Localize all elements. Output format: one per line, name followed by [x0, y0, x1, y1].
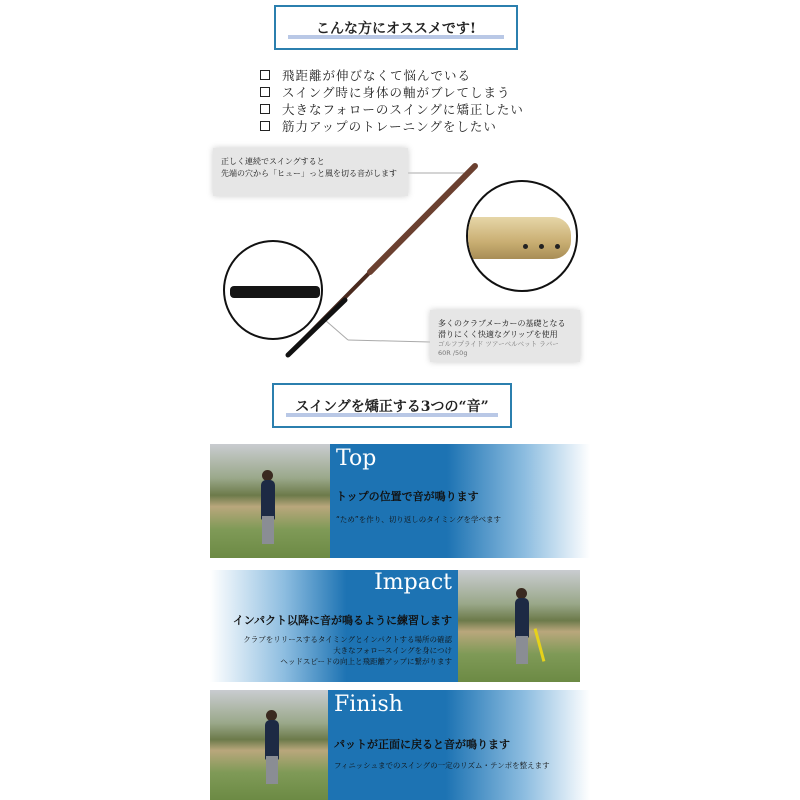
- checklist-text: スイング時に身体の軸がブレてしまう: [282, 85, 511, 100]
- checklist-item: [260, 66, 471, 84]
- section-impact: [210, 570, 580, 682]
- section-sub: “ため”を作り、切り返しのタイミングを学べます: [336, 515, 501, 524]
- section-sub: クラブをリリースするタイミングとインパクトする場所の確認: [243, 635, 452, 644]
- checklist-text: 飛距離が伸びなくて悩んでいる: [282, 68, 472, 83]
- section-title: Impact: [374, 570, 452, 595]
- tip-closeup-circle: [466, 180, 578, 292]
- callout-line: 正しく連続でスイングすると: [221, 157, 325, 166]
- impact-swing-photo: [458, 570, 580, 682]
- checklist-text: 筋力アップのトレーニングをしたい: [282, 119, 497, 134]
- checkbox-icon: [260, 104, 270, 114]
- tip-closeup-image: [466, 217, 571, 259]
- checkbox-icon: [260, 70, 270, 80]
- grip-spec: ゴルフプライド ツアーベルベット ラバー: [438, 340, 559, 348]
- section-sub: ヘッドスピードの向上と飛距離アップに繋がります: [280, 657, 452, 666]
- callout-sound: [213, 148, 408, 196]
- impact-panel: [210, 570, 458, 682]
- section-lead: パットが正面に戻ると音が鳴ります: [334, 738, 510, 751]
- checklist-item: [260, 100, 524, 118]
- recommend-heading: [274, 5, 518, 50]
- section-finish: [210, 690, 590, 800]
- section-top: [210, 444, 590, 558]
- section-lead: トップの位置で音が鳴ります: [336, 490, 479, 503]
- section-sub: 大きなフォロースイングを身につけ: [333, 646, 452, 655]
- grip-closeup-image: [230, 286, 320, 298]
- recommend-heading-text: こんな方にオススメです!: [315, 20, 476, 37]
- checkbox-icon: [260, 121, 270, 131]
- checklist-text: 大きなフォローのスイングに矯正したい: [282, 102, 524, 117]
- callout-grip: [430, 310, 580, 362]
- product-illustration: [200, 140, 600, 365]
- three-sounds-heading: [272, 383, 512, 428]
- three-sounds-heading-text: スイングを矯正する3つの“音”: [295, 398, 489, 415]
- section-sub: フィニッシュまでのスイングの一定のリズム・テンポを整えます: [334, 761, 550, 770]
- finish-swing-photo: [210, 690, 328, 800]
- checkbox-icon: [260, 87, 270, 97]
- top-panel: [330, 444, 590, 558]
- grip-closeup-circle: [223, 240, 323, 340]
- checklist-item: [260, 83, 511, 101]
- section-lead: インパクト以降に音が鳴るように練習します: [232, 614, 452, 627]
- section-title: Finish: [334, 692, 403, 717]
- callout-line: 滑りにくく快適なグリップを使用: [438, 330, 558, 339]
- callout-line: 多くのクラブメーカーの基礎となる: [438, 319, 566, 328]
- callout-line: 先端の穴から「ヒュー」っと風を切る音がします: [221, 169, 397, 178]
- top-swing-photo: [210, 444, 330, 558]
- finish-panel: [328, 690, 590, 800]
- section-title: Top: [336, 446, 377, 471]
- checklist-item: [260, 117, 497, 135]
- grip-weight: 60R /50g: [438, 349, 468, 357]
